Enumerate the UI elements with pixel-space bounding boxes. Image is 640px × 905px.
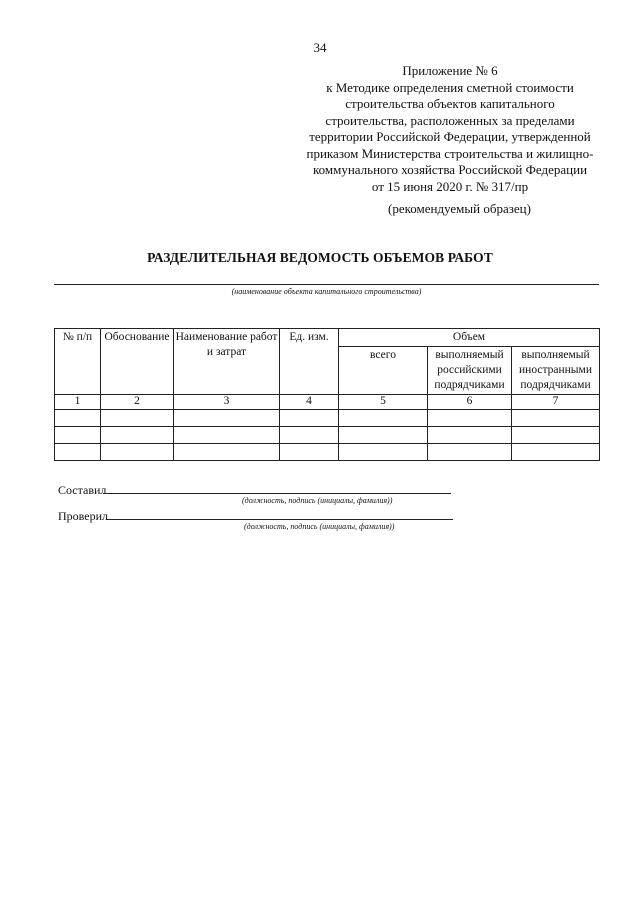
subheader-line: выполняемый bbox=[521, 349, 590, 361]
table-cell bbox=[339, 444, 428, 461]
table-cell bbox=[428, 427, 512, 444]
table-cell bbox=[101, 444, 174, 461]
table-cell bbox=[512, 427, 600, 444]
column-number: 3 bbox=[174, 395, 280, 410]
table-cell bbox=[428, 410, 512, 427]
subheader-line: подрядчиками bbox=[434, 379, 505, 391]
column-number: 5 bbox=[339, 395, 428, 410]
column-number: 6 bbox=[428, 395, 512, 410]
checked-signature-line bbox=[106, 519, 453, 520]
header-unit: Ед. изм. bbox=[280, 329, 339, 395]
table-row bbox=[55, 427, 600, 444]
header-name-line: Наименование работ bbox=[175, 331, 278, 343]
subheader-foreign bbox=[512, 347, 600, 395]
table-header-row bbox=[55, 329, 600, 347]
appendix-block bbox=[280, 63, 620, 195]
object-name-line bbox=[54, 284, 599, 285]
column-number: 2 bbox=[101, 395, 174, 410]
table-row bbox=[55, 410, 600, 427]
table-cell bbox=[101, 410, 174, 427]
table-cell bbox=[101, 427, 174, 444]
table-cell bbox=[339, 410, 428, 427]
header-num: № п/п bbox=[55, 329, 101, 395]
table-cell bbox=[55, 444, 101, 461]
appendix-line: Приложение № 6 bbox=[402, 63, 498, 78]
header-name-line: и затрат bbox=[206, 346, 247, 358]
subheader-line: российскими bbox=[437, 364, 502, 376]
appendix-line: коммунального хозяйства Российской Федерации bbox=[312, 162, 588, 177]
checked-caption: (должность, подпись (инициалы, фамилия)) bbox=[244, 522, 395, 531]
document-title: РАЗДЕЛИТЕЛЬНАЯ ВЕДОМОСТЬ ОБЪЕМОВ РАБОТ bbox=[147, 250, 493, 265]
appendix-line: строительства, расположенных за пределами bbox=[325, 112, 575, 128]
composed-label: Составил bbox=[58, 483, 107, 497]
checked-label: Проверил bbox=[58, 509, 108, 523]
appendix-line: от 15 июня 2020 г. № 317/пр bbox=[371, 178, 529, 194]
subheader-russian bbox=[428, 347, 512, 395]
composed-caption: (должность, подпись (инициалы, фамилия)) bbox=[242, 496, 393, 505]
table-row bbox=[55, 444, 600, 461]
column-number: 7 bbox=[512, 395, 600, 410]
appendix-line: приказом Министерства строительства и жилищно- bbox=[306, 145, 594, 161]
object-name-caption: (наименование объекта капитального строительства) bbox=[231, 287, 422, 296]
composed-signature-line bbox=[103, 493, 451, 494]
volumes-table bbox=[54, 328, 600, 461]
header-name bbox=[174, 329, 280, 395]
table-cell bbox=[174, 444, 280, 461]
subheader-line: выполняемый bbox=[435, 349, 504, 361]
table-cell bbox=[280, 427, 339, 444]
table-cell bbox=[174, 427, 280, 444]
column-number: 4 bbox=[280, 395, 339, 410]
appendix-line: к Методике определения сметной стоимости bbox=[326, 79, 574, 95]
table-cell bbox=[174, 410, 280, 427]
subheader-line: иностранными bbox=[519, 364, 592, 376]
table-cell bbox=[428, 444, 512, 461]
column-number-row bbox=[55, 395, 600, 410]
page-number: 34 bbox=[313, 40, 327, 55]
table-cell bbox=[55, 410, 101, 427]
subheader-line: подрядчиками bbox=[520, 379, 591, 391]
sample-note: (рекомендуемый образец) bbox=[388, 201, 531, 216]
appendix-line: территории Российской Федерации, утвержденной bbox=[309, 129, 591, 144]
table-cell bbox=[339, 427, 428, 444]
header-basis: Обоснование bbox=[101, 329, 174, 395]
header-volume: Объем bbox=[339, 329, 600, 347]
table-cell bbox=[512, 410, 600, 427]
table-cell bbox=[280, 410, 339, 427]
subheader-total: всего bbox=[339, 347, 428, 395]
column-number: 1 bbox=[55, 395, 101, 410]
table-cell bbox=[55, 427, 101, 444]
appendix-line: строительства объектов капитального bbox=[345, 96, 555, 111]
table-cell bbox=[512, 444, 600, 461]
table-cell bbox=[280, 444, 339, 461]
